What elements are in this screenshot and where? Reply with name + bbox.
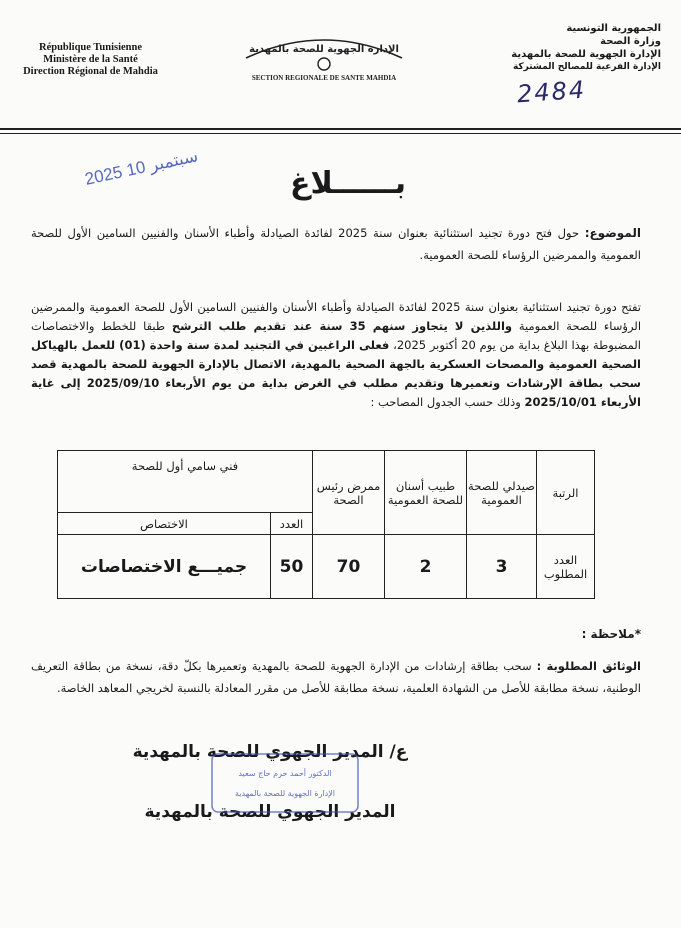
row-label: العدد المطلوب: [537, 535, 595, 599]
header-ar-line4: الإدارة الفرعية للمصالح المشتركة: [512, 62, 661, 72]
header-fr-line1: République Tunisienne: [38, 42, 142, 53]
stamp-arabic-text: الإدارة الجهوية للصحة بالمهدية: [249, 44, 399, 55]
sig-stamp-line2: الإدارة الجهوية للصحة بالمهدية: [234, 789, 336, 798]
header-ar-line3: الإدارة الجهوية للصحة بالمهدية: [511, 49, 661, 60]
header-technician: فني سامي أول للصحة: [58, 451, 313, 513]
nurse-count: 70: [313, 535, 385, 599]
header-divider: [0, 128, 681, 130]
sig-stamp-line1: الدكتور أحمد حرم حاج سعيد: [238, 769, 332, 778]
header-divider-thin: [0, 133, 681, 134]
positions-table: [57, 450, 595, 599]
subject-text: حول فتح دورة تجنيد استثنائية بعنوان سنة 2025 لفائدة الصيادلة وأطباء الأسنان والفنيين السامين الأول للصحة العمومية والممرضين الرؤساء للصحة العمومية.: [31, 226, 641, 262]
body-part3: طبقا للخطط والاختصاصات المضبوطة بهذا البلاغ بداية من يوم 20 أكتوبر 2025،: [31, 319, 641, 352]
body-part5: وذلك حسب الجدول المصاحب :: [370, 395, 525, 409]
signer-line2: المدير الجهوي للصحة بالمهدية: [144, 802, 396, 822]
subheader-specialty: الاختصاص: [58, 513, 271, 535]
stamp-french-text: SECTION REGIONALE DE SANTE MAHDIA: [251, 74, 397, 82]
header-arabic: [461, 22, 661, 74]
pharmacist-count: 3: [467, 535, 537, 599]
subject-paragraph: [31, 222, 641, 266]
required-documents: [31, 655, 641, 699]
header-nurse: ممرض رئيس الصحة: [313, 451, 385, 535]
signer-line1: ع/ المدير الجهوي للصحة بالمهدية: [132, 742, 408, 762]
header-fr-line2: Ministère de la Santé: [43, 54, 138, 65]
header-ar-line1: الجمهورية التونسية: [566, 23, 661, 34]
header-ar-line2: وزارة الصحة: [600, 36, 661, 47]
subheader-count: العدد: [271, 513, 313, 535]
technician-count: 50: [271, 535, 313, 599]
header-fr-line3: Direction Régional de Mahdia: [23, 66, 158, 77]
reference-number: 2484: [516, 75, 587, 109]
date-stamp: 2025 سبتمبر 10: [83, 146, 200, 189]
body-part1: تفتح دورة تجنيد استثنائية بعنوان سنة 2025 لفائدة الصيادلة وأطباء الأسنان والفنيين السامين الأول للصحة العمومية والممرضين الرؤساء للصحة العمومية: [31, 300, 642, 333]
header-dentist: طبيب أسنان للصحة العمومية: [385, 451, 467, 535]
signature-stamp: [210, 752, 360, 814]
stamp-emblem-icon: [318, 58, 330, 70]
body-application-details: فعلى الراغبين في التجنيد لمدة سنة واحدة (01) للعمل بالهياكل الصحية العمومية والمصحات العسكرية بالجهة الصحية بالمهدية، الاتصال بالإدارة الجهوية للصحة بالمهدية قصد سحب بطاقة الإرشادات وتعميرها وتقديم مطلب في الغرض بداية من يوم الأربعاء 2025/09/10 إلى غاية الأربعاء 2025/10/01: [31, 338, 641, 409]
technician-specialty: جميـــع الاختصاصات: [58, 535, 271, 599]
subject-label: الموضوع:: [584, 226, 641, 240]
body-paragraph: [31, 298, 641, 412]
body-age-condition: واللذين لا يتجاوز سنهم 35 سنة عند تقديم طلب الترشح: [171, 319, 513, 333]
header-rank: الرتبة: [537, 451, 595, 535]
document-title: بــــــلاغ: [290, 166, 407, 201]
header-pharmacist: صيدلي للصحة العمومية: [467, 451, 537, 535]
institution-stamp: [236, 28, 412, 90]
table-row: [58, 535, 595, 599]
documents-label: الوثائق المطلوبة :: [536, 659, 642, 673]
documents-text: سحب بطاقة إرشادات من الإدارة الجهوية للصحة بالمهدية وتعميرها بكلّ دقة، نسخة من بطاقة التعريف الوطنية، نسخة مطابقة للأصل من الشهادة العلمية، نسخة مطابقة للأصل من مقرر المعادلة بالنسبة لخريجي المعاهد الخاصة.: [31, 659, 641, 695]
note-label: *ملاحظة :: [581, 627, 641, 641]
table-header-row: [58, 451, 595, 513]
dentist-count: 2: [385, 535, 467, 599]
header-french: [18, 42, 163, 78]
